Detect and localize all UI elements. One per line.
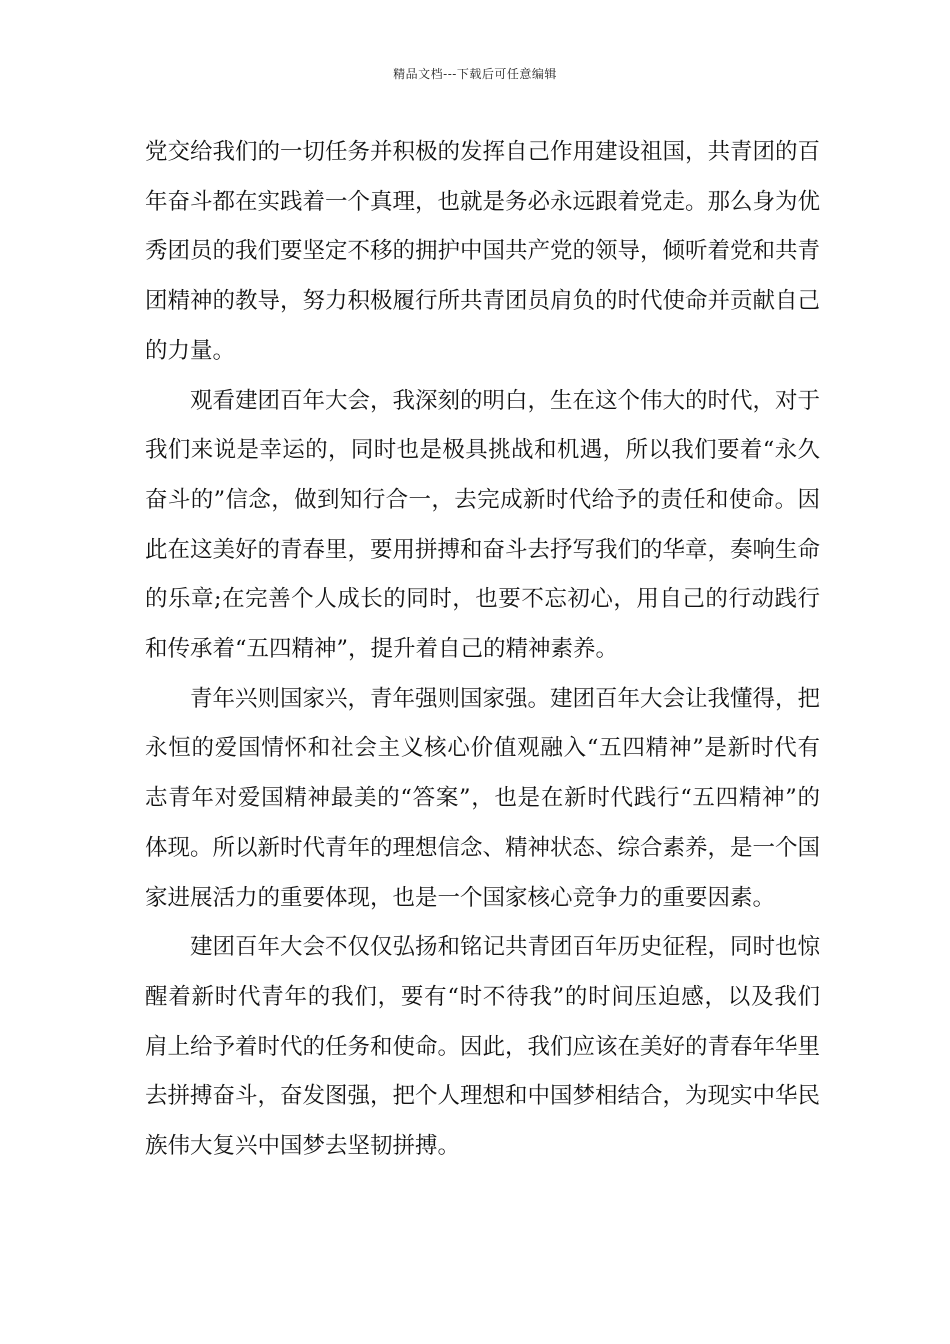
document-body bbox=[145, 128, 820, 1172]
paragraph-2: 观看建团百年大会，我深刻的明白，生在这个伟大的时代，对于我们来说是幸运的，同时也是极具挑战和机遇，所以我们要着“永久奋斗的”信念，做到知行合一，去完成新时代给予的责任和使命。因此在这美好的青春里，要用拼搏和奋斗去抒写我们的华章，奏响生命的乐章;在完善个人成长的同时，也要不忘初心，用自己的行动践行和传承着“五四精神”，提升着自己的精神素养。 bbox=[145, 387, 821, 663]
paragraph-4: 建团百年大会不仅仅弘扬和铭记共青团百年历史征程，同时也惊醒着新时代青年的我们，要有“时不待我”的时间压迫感，以及我们肩上给予着时代的任务和使命。因此，我们应该在美好的青春年华里去拼搏奋斗，奋发图强，把个人理想和中国梦相结合，为现实中华民族伟大复兴中国梦去坚韧拼搏。 bbox=[145, 934, 821, 1160]
page-header: 精品文档---下载后可任意编辑 bbox=[393, 67, 557, 81]
paragraph-3: 青年兴则国家兴，青年强则国家强。建团百年大会让我懂得，把永恒的爱国情怀和社会主义核心价值观融入“五四精神”是新时代有志青年对爱国精神最美的“答案”，也是在新时代践行“五四精神”的体现。所以新时代青年的理想信念、精神状态、综合素养，是一个国家进展活力的重要体现，也是一个国家核心竞争力的重要因素。 bbox=[145, 685, 821, 911]
paragraph-1: 党交给我们的一切任务并积极的发挥自己作用建设祖国，共青团的百年奋斗都在实践着一个真理，也就是务必永远跟着党走。那么身为优秀团员的我们要坚定不移的拥护中国共产党的领导，倾听着党和共青团精神的教导，努力积极履行所共青团员肩负的时代使命并贡献自己的力量。 bbox=[145, 139, 821, 364]
